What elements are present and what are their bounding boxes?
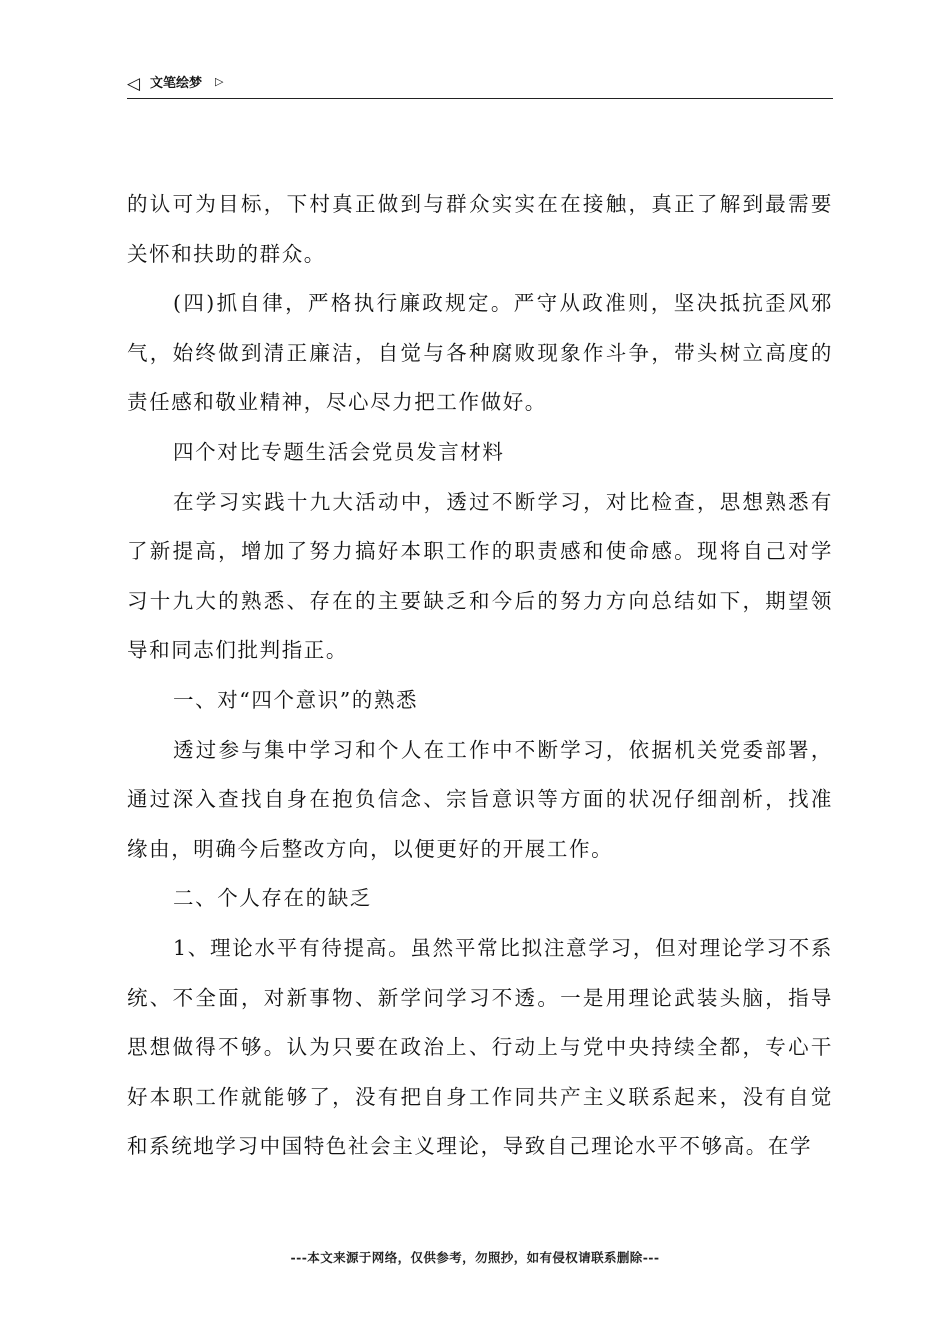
heading-four-consciousness: 一、对“四个意识”的熟悉 [173,687,419,712]
left-triangle-icon: ◁ [127,74,141,94]
page-header [127,72,833,99]
paragraph-continued: 的认可为目标，下村真正做到与群众实实在在接触，真正了解到最需要关怀和扶助的群众。 [127,192,833,266]
page-footer: ---本文来源于网络，仅供参考，勿照抄，如有侵权请联系删除--- [290,1250,660,1265]
heading-shortcomings: 二、个人存在的缺乏 [173,886,372,911]
header-title: 文笔绘梦 [150,76,203,91]
document-body [127,180,833,1172]
paragraph-intro: 在学习实践十九大活动中，透过不断学习，对比检查，思想熟悉有了新提高，增加了努力搞好本职工作的职责感和使命感。现将自己对学习十九大的熟悉、存在的主要缺乏和今后的努力方向总结如下，期望领导和同志们批判指正。 [127,489,833,663]
paragraph-self-discipline: (四)抓自律，严格执行廉政规定。严守从政准则，坚决抵抗歪风邪气，始终做到清正廉洁，自觉与各种腐败现象作斗争，带头树立高度的责任感和敬业精神，尽心尽力把工作做好。 [127,291,833,415]
right-triangle-icon: ▷ [215,75,224,88]
section-title: 四个对比专题生活会党员发言材料 [173,439,505,464]
paragraph-study: 透过参与集中学习和个人在工作中不断学习，依据机关党委部署，通过深入查找自身在抱负信念、宗旨意识等方面的状况仔细剖析，找准缘由，明确今后整改方向，以便更好的开展工作。 [127,737,833,861]
paragraph-theory-level: 1、理论水平有待提高。虽然平常比拟注意学习，但对理论学习不系统、不全面，对新事物、新学问学习不透。一是用理论武装头脑，指导思想做得不够。认为只要在政治上、行动上与党中央持续全都，专心干好本职工作就能够了，没有把自身工作同共产主义联系起来，没有自觉和系统地学习中国特色社会主义理论，导致自己理论水平不够高。在学 [127,935,833,1159]
